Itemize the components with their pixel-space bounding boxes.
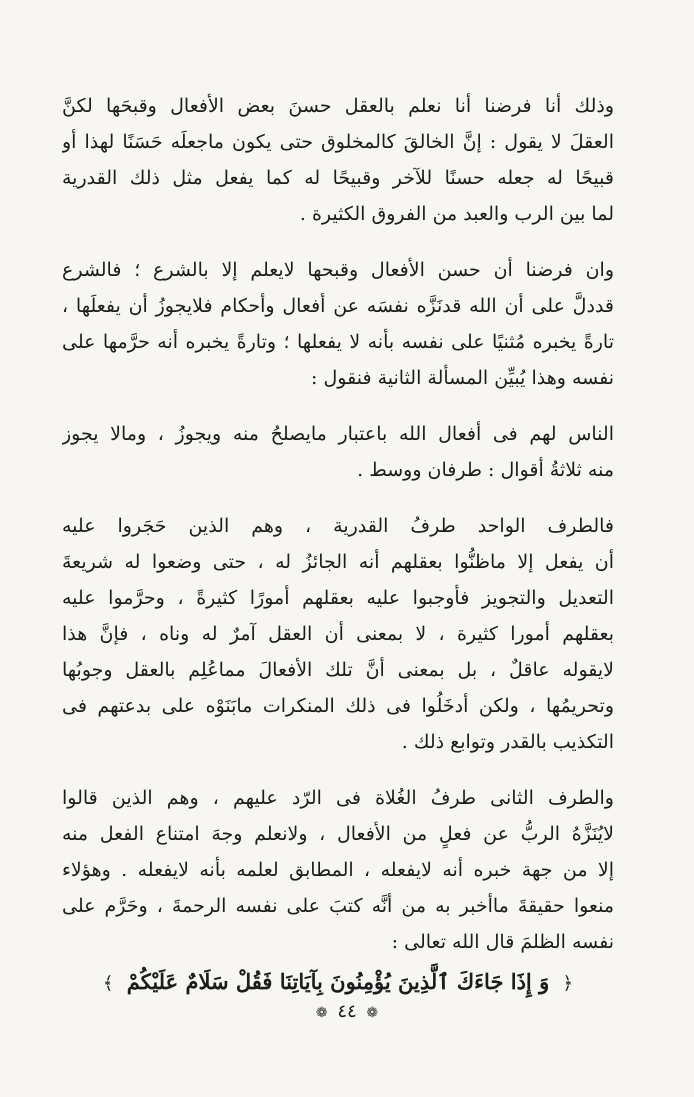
paragraph-4 xyxy=(62,508,614,760)
paragraph-1 xyxy=(62,88,614,232)
text-line: نفسه الظلمَ قال الله تعالى : xyxy=(391,931,614,953)
ornament-icon: ❁ xyxy=(366,1005,379,1021)
text-line: العقلَ لا يقول : إنَّ الخالقَ كالمخلوق حتى يكون ماجعلَه حَسَنًا لهذا أو xyxy=(62,131,614,153)
text-line: إلا من جهة خبره أنه لايفعله ، المطابق لعلمه بأنه لايفعله . وهؤلاء xyxy=(62,859,614,881)
paragraph-5 xyxy=(62,780,614,960)
text-line: فالطرف الواحد طرفُ القدرية ، وهم الذين حَجَروا عليه xyxy=(62,515,614,537)
verse-text: وَ إِذَا جَاءَكَ ٱلَّذِينَ يُؤْمِنُونَ بِآيَاتِنَا فَقُلْ سَلَامٌ عَلَيْكُمْ xyxy=(126,969,550,994)
verse-close-bracket: ﴾ xyxy=(102,973,114,994)
text-line: منعوا حقيقةَ ماأخبر به من أنَّه كتبَ على نفسه الرحمةَ ، وحَرَّم على xyxy=(62,895,614,917)
text-line: بعقلهم أمورا كثيرة ، لا بمعنى أن العقل آمرٌ له وناه ، فإنَّ هذا xyxy=(62,623,614,645)
text-line: لايقوله عاقلٌ ، بل بمعنى أنَّ تلك الأفعالَ مماعُلِم بالعقل وجوبُها xyxy=(62,659,614,681)
page-number xyxy=(0,1000,694,1025)
text-line: وذلك أنا فرضنا أنا نعلم بالعقل حسنَ بعض الأفعال وقبحَها لكنَّ xyxy=(62,95,614,117)
text-line: التعديل والتجويز فأوجبوا عليه بعقلهم أمورًا كثيرةً ، وحرَّموا عليه xyxy=(62,587,614,609)
text-line: لايُنَزَّهُ الربُّ عن فعلٍ من الأفعال ، ولانعلم وجهَ امتناع الفعل منه xyxy=(62,823,614,845)
page-number-text: ٤٤ xyxy=(337,1001,357,1022)
ornament-icon: ❁ xyxy=(315,1005,328,1021)
text-line: وان فرضنا أن حسن الأفعال وقبحها لايعلم إلا بالشرع ؛ فالشرع xyxy=(62,259,614,281)
text-line: قددلَّ على أن الله قدنَزَّه نفسَه عن أفعال وأحكام فلايجوزُ أن يفعلَها ، xyxy=(62,295,614,317)
text-line: أن يفعل إلا ماظنُّوا بعقلهم أنه الجائزُ له ، حتى وضعوا له شريعةَ xyxy=(62,551,614,573)
page-body xyxy=(62,88,614,1002)
text-line: وتحريمُها ، ولكن أدخَلُوا فى ذلك المنكرات مابَنَوْه على بدعتهم فى xyxy=(62,695,614,717)
verse-open-bracket: ﴿ xyxy=(562,973,574,994)
text-line: التكذيب بالقدر وتوابع ذلك . xyxy=(401,731,614,753)
text-line: قبيحًا له جعله حسنًا للآخر وقبيحًا له كما يفعل مثل ذلك القدرية xyxy=(62,167,614,189)
quran-verse xyxy=(62,962,614,1002)
text-line: والطرف الثانى طرفُ الغُلاة فى الرّد عليهم ، وهم الذين قالوا xyxy=(62,787,614,809)
text-line: نفسه وهذا يُبيِّن المسألة الثانية فنقول : xyxy=(311,367,614,389)
text-line: الناس لهم فى أفعال الله باعتبار مايصلحُ منه ويجوزُ ، ومالا يجوز xyxy=(62,423,614,445)
text-line: لما بين الرب والعبد من الفروق الكثيرة . xyxy=(299,203,614,225)
text-line: منه ثلاثةُ أقوال : طرفان ووسط . xyxy=(357,459,614,481)
paragraph-2 xyxy=(62,252,614,396)
text-line: تارةً يخبره مُثنيًا على نفسه بأنه لا يفعلها ؛ وتارةً يخبره أنه حرَّمها على xyxy=(62,331,614,353)
paragraph-3 xyxy=(62,416,614,488)
